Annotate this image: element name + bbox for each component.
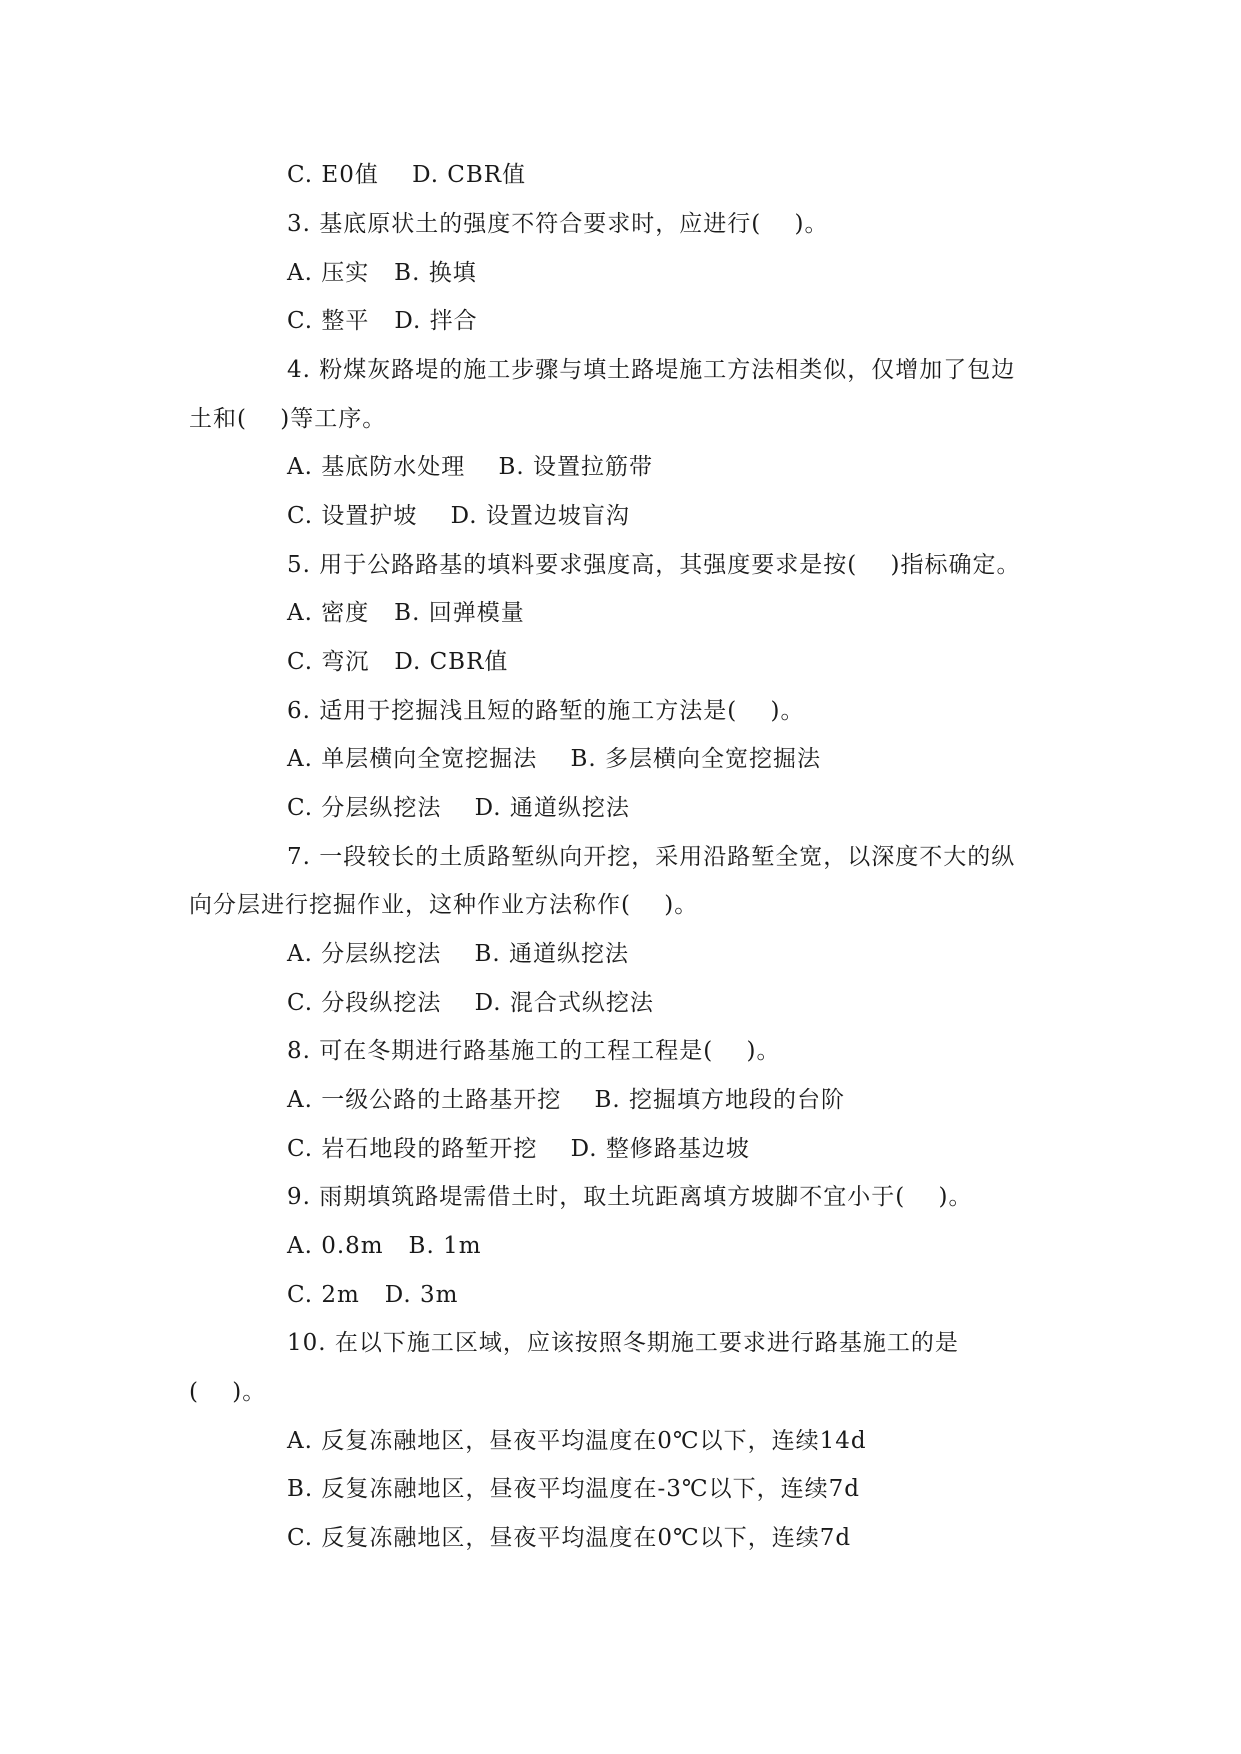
- text-line: C. E0值 D. CBR值: [287, 162, 527, 188]
- text-line: C. 分段纵挖法 D. 混合式纵挖法: [287, 990, 654, 1016]
- text-line: 土和( )等工序。: [189, 406, 387, 432]
- text-line: A. 压实 B. 换填: [287, 260, 477, 286]
- text-line: A. 单层横向全宽挖掘法 B. 多层横向全宽挖掘法: [287, 746, 821, 772]
- text-line: C. 弯沉 D. CBR值: [287, 649, 509, 675]
- text-line: C. 整平 D. 拌合: [287, 308, 478, 334]
- question-5: 5. 用于公路路基的填料要求强度高，其强度要求是按( )指标确定。: [287, 552, 1021, 578]
- text-line: C. 分层纵挖法 D. 通道纵挖法: [287, 795, 630, 821]
- text-line: 向分层进行挖掘作业，这种作业方法称作( )。: [189, 892, 699, 918]
- question-3: 3. 基底原状土的强度不符合要求时，应进行( )。: [287, 211, 829, 237]
- question-10: 10. 在以下施工区域，应该按照冬期施工要求进行路基施工的是: [287, 1330, 959, 1356]
- question-6: 6. 适用于挖掘浅且短的路堑的施工方法是( )。: [287, 698, 805, 724]
- text-line: A. 反复冻融地区，昼夜平均温度在0℃以下，连续14d: [287, 1428, 867, 1454]
- text-line: A. 密度 B. 回弹模量: [287, 600, 525, 626]
- question-7: 7. 一段较长的土质路堑纵向开挖，采用沿路堑全宽，以深度不大的纵: [287, 844, 1016, 870]
- text-line: ( )。: [189, 1379, 267, 1405]
- question-9: 9. 雨期填筑路堤需借土时，取土坑距离填方坡脚不宜小于( )。: [287, 1184, 973, 1210]
- text-line: A. 基底防水处理 B. 设置拉筋带: [287, 454, 653, 480]
- question-4: 4. 粉煤灰路堤的施工步骤与填土路堤施工方法相类似，仅增加了包边: [287, 357, 1016, 383]
- text-line: C. 设置护坡 D. 设置边坡盲沟: [287, 503, 630, 529]
- text-line: C. 2m D. 3m: [287, 1282, 459, 1308]
- text-line: B. 反复冻融地区，昼夜平均温度在-3℃以下，连续7d: [287, 1476, 861, 1502]
- question-8: 8. 可在冬期进行路基施工的工程工程是( )。: [287, 1038, 781, 1064]
- text-line: C. 反复冻融地区，昼夜平均温度在0℃以下，连续7d: [287, 1525, 852, 1551]
- text-line: A. 分层纵挖法 B. 通道纵挖法: [287, 941, 629, 967]
- text-line: A. 0.8m B. 1m: [287, 1233, 482, 1259]
- text-line: A. 一级公路的土路基开挖 B. 挖掘填方地段的台阶: [287, 1087, 845, 1113]
- text-line: C. 岩石地段的路堑开挖 D. 整修路基边坡: [287, 1136, 750, 1162]
